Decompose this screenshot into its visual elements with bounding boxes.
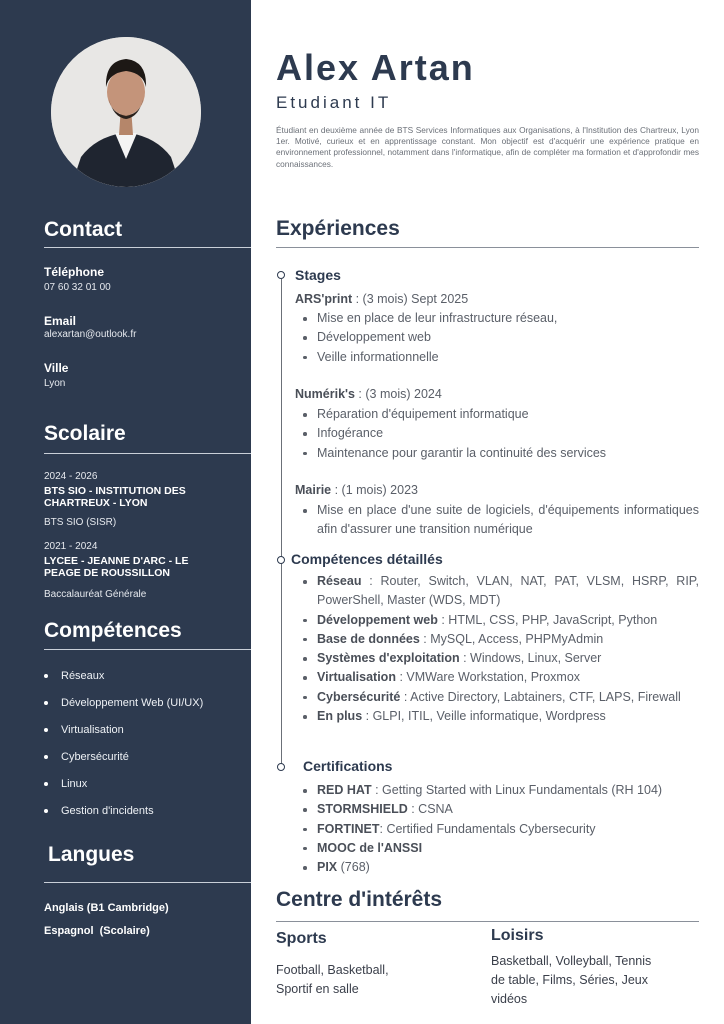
sidebar <box>0 0 251 1024</box>
contact-title: Contact <box>44 218 123 241</box>
skills-detail-list <box>303 572 699 726</box>
skills-divider <box>44 649 251 650</box>
skill-detail-item: Cybersécurité : Active Directory, Labtainers, CTF, LAPS, Firewall <box>303 688 699 707</box>
intro-paragraph: Étudiant en deuxième année de BTS Services Informatiques aux Organisations, à l'Institution des Chartreux, Lyon 1er. Motivé, curieux et en apprentissage constant. Mon objectif est d'acquérir une expérience pratique en environnement professionnel, notamment dans l'informatique, afin de compléter ma formation et d'approfondir mes connaissances. <box>276 125 699 169</box>
timeline-dot <box>277 763 285 771</box>
certification-item: FORTINET: Certified Fundamentals Cybersecurity <box>303 820 699 839</box>
school-name-cont: CHARTREUX - LYON <box>44 497 148 509</box>
skill-item: Virtualisation <box>44 720 203 747</box>
certification-item: PIX (768) <box>303 858 699 877</box>
job-company: ARS'print <box>295 292 353 306</box>
skill-detail-item: Réseau : Router, Switch, VLAN, NAT, PAT, VLSM, HSRP, RIP, PowerShell, Master (WDS, MDT) <box>303 572 699 611</box>
school-divider <box>44 453 251 454</box>
experiences-divider <box>276 247 699 248</box>
job-period: : (3 mois) 2024 <box>354 387 442 401</box>
person-subtitle: Etudiant IT <box>276 93 392 112</box>
job-tasks <box>303 309 699 367</box>
certifications-list <box>303 781 699 877</box>
sports-text: Football, Basketball, <box>276 963 389 977</box>
phone-label: Téléphone <box>44 265 105 279</box>
interests-divider <box>276 921 699 922</box>
job-task: Mise en place d'une suite de logiciels, d'équipements informatiques afin d'assurer une transition numérique <box>303 501 699 540</box>
phone-value: 07 60 32 01 00 <box>44 282 111 293</box>
job-company: Numérik's <box>295 387 355 401</box>
experiences-title: Expériences <box>276 217 400 240</box>
school-name: BTS SIO - INSTITUTION DES <box>44 485 186 497</box>
job-task: Réparation d'équipement informatique <box>303 405 699 424</box>
language-item: Espagnol (Scolaire) <box>44 925 150 937</box>
certifications-title: Certifications <box>303 758 393 774</box>
skill-detail-item: Base de données : MySQL, Access, PHPMyAdmin <box>303 630 699 649</box>
sports-title: Sports <box>276 930 327 947</box>
hobbies-title: Loisirs <box>491 927 544 944</box>
job-period: : (3 mois) Sept 2025 <box>352 292 469 306</box>
job-header <box>295 483 418 497</box>
email-value: alexartan@outlook.fr <box>44 329 137 340</box>
job-task: Mise en place de leur infrastructure réseau, <box>303 309 699 328</box>
skill-detail-item: Développement web : HTML, CSS, PHP, JavaScript, Python <box>303 611 699 630</box>
languages-divider <box>44 882 251 883</box>
job-task: Maintenance pour garantir la continuité des services <box>303 444 699 463</box>
skill-item: Gestion d'incidents <box>44 801 203 828</box>
timeline-line <box>281 279 282 767</box>
interests-title: Centre d'intérêts <box>276 888 443 911</box>
skill-item: Cybersécurité <box>44 747 203 774</box>
school-degree: BTS SIO (SISR) <box>44 517 117 528</box>
skill-item: Développement Web (UI/UX) <box>44 693 203 720</box>
school-degree: Baccalauréat Générale <box>44 589 147 600</box>
language-item: Anglais (B1 Cambridge) <box>44 902 169 914</box>
certification-item: MOOC de l'ANSSI <box>303 839 699 858</box>
certification-item: RED HAT : Getting Started with Linux Fundamentals (RH 104) <box>303 781 699 800</box>
skill-detail-item: Systèmes d'exploitation : Windows, Linux, Server <box>303 649 699 668</box>
job-tasks <box>303 501 699 540</box>
job-header <box>295 387 442 401</box>
skill-item: Linux <box>44 774 203 801</box>
skills-list <box>44 666 203 828</box>
school-name-cont: PEAGE DE ROUSSILLON <box>44 567 171 579</box>
skills-title: Compétences <box>44 619 182 642</box>
job-period: : (1 mois) 2023 <box>331 483 418 497</box>
skill-item: Réseaux <box>44 666 203 693</box>
hobbies-text: vidéos <box>491 992 528 1006</box>
school-years: 2024 - 2026 <box>44 471 98 482</box>
skills-detail-title: Compétences détaillés <box>291 551 443 567</box>
job-header <box>295 292 468 306</box>
skill-detail-item: Virtualisation : VMWare Workstation, Proxmox <box>303 668 699 687</box>
sports-text: Sportif en salle <box>276 982 359 996</box>
school-years: 2021 - 2024 <box>44 541 98 552</box>
timeline-dot <box>277 271 285 279</box>
hobbies-text: Basketball, Volleyball, Tennis <box>491 954 652 968</box>
timeline-dot <box>277 556 285 564</box>
job-company: Mairie <box>295 483 332 497</box>
school-name: LYCEE - JEANNE D'ARC - LE <box>44 555 189 567</box>
contact-divider <box>44 247 251 248</box>
school-title: Scolaire <box>44 422 126 445</box>
job-task: Veille informationnelle <box>303 348 699 367</box>
person-name: Alex Artan <box>276 47 475 88</box>
hobbies-text: de table, Films, Séries, Jeux <box>491 973 649 987</box>
avatar <box>51 37 201 187</box>
job-task: Infogérance <box>303 424 699 443</box>
languages-title: Langues <box>48 843 135 866</box>
city-value: Lyon <box>44 378 66 389</box>
stages-title: Stages <box>295 267 341 283</box>
job-tasks <box>303 405 699 463</box>
certification-item: STORMSHIELD : CSNA <box>303 800 699 819</box>
skill-detail-item: En plus : GLPI, ITIL, Veille informatique, Wordpress <box>303 707 699 726</box>
city-label: Ville <box>44 361 69 375</box>
email-label: Email <box>44 314 77 328</box>
job-task: Développement web <box>303 328 699 347</box>
